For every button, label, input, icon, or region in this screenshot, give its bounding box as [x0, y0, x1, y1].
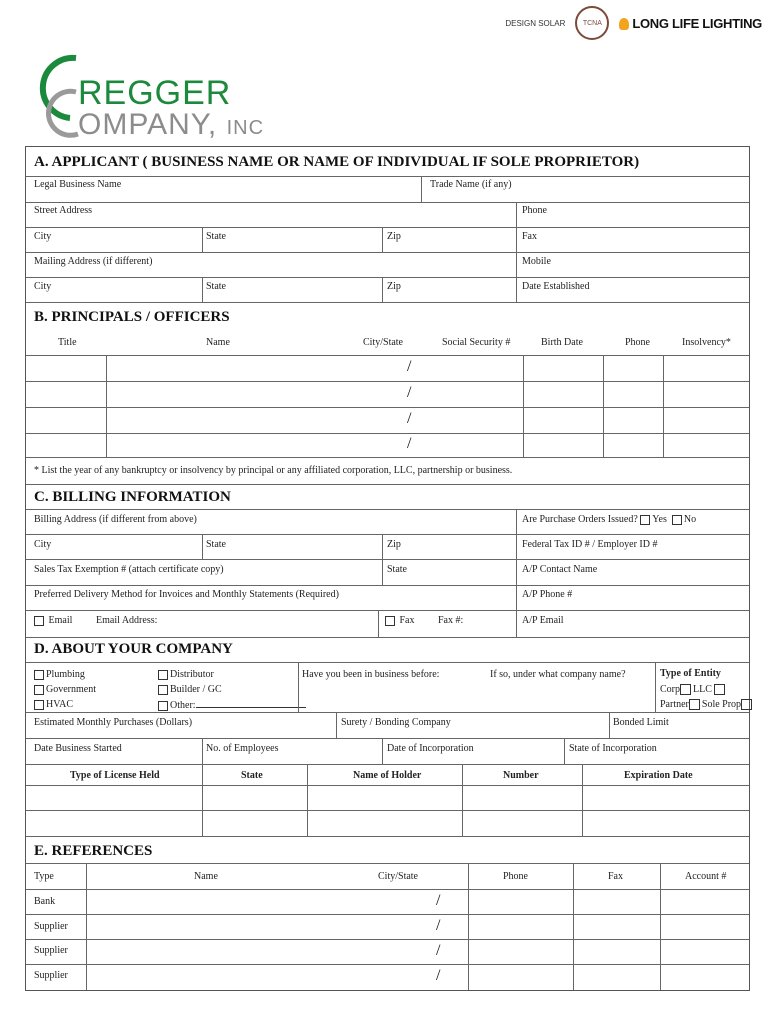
divider: [26, 712, 749, 713]
entity-partner-sole: [660, 699, 754, 710]
logo-inc: INC: [226, 117, 265, 139]
col-expiration-date: Expiration Date: [624, 770, 693, 781]
divider: [26, 302, 749, 303]
divider: [26, 964, 749, 965]
zip-label: Zip: [387, 231, 401, 242]
email-checkbox[interactable]: [34, 616, 44, 626]
section-a-title: A. APPLICANT ( BUSINESS NAME OR NAME OF INDIVIDUAL IF SOLE PROPRIETOR): [34, 154, 640, 170]
divider: [573, 863, 574, 990]
government-option: [34, 684, 96, 695]
divider: [382, 738, 383, 764]
sole-prop-label: Sole Prop: [701, 699, 742, 710]
col-insolvency: Insolvency*: [682, 337, 731, 348]
divider: [86, 863, 87, 990]
other-checkbox[interactable]: [158, 701, 168, 711]
state-of-incorporation-label: State of Incorporation: [569, 743, 657, 754]
date-slash: /: [407, 435, 412, 452]
divider: [26, 738, 749, 739]
partner-checkbox[interactable]: [689, 699, 700, 710]
divider: [26, 381, 749, 382]
purchase-orders-question: [522, 514, 696, 525]
employees-label: No. of Employees: [206, 743, 279, 754]
surety-bonding-label: Surety / Bonding Company: [341, 717, 451, 728]
divider: [462, 764, 463, 836]
divider: [564, 738, 565, 764]
divider: [336, 712, 337, 738]
col-social-security: Social Security #: [442, 337, 511, 348]
partner-logo-long-life-lighting: [619, 16, 762, 31]
date-slash: /: [407, 384, 412, 401]
logo-word-regger: REGGER: [78, 74, 232, 112]
divider: [307, 764, 308, 836]
divider: [26, 764, 749, 765]
divider: [516, 509, 517, 637]
divider: [468, 863, 469, 990]
email-address-label: Email Address:: [96, 615, 158, 626]
state-label: State: [206, 231, 226, 242]
col-account: Account #: [685, 871, 727, 882]
hvac-label: HVAC: [46, 699, 74, 710]
state-label: State: [206, 281, 226, 292]
legal-business-name-label: Legal Business Name: [34, 179, 122, 190]
logo-word-company: [78, 108, 264, 142]
hvac-option: [34, 699, 73, 710]
other-option: [158, 699, 306, 711]
col-license-state: State: [241, 770, 263, 781]
divider: [26, 277, 749, 278]
fax-option: [385, 615, 415, 626]
col-phone: Phone: [503, 871, 528, 882]
corp-checkbox[interactable]: [680, 684, 691, 695]
distributor-checkbox[interactable]: [158, 670, 168, 680]
partner-logo-tcna: TCNA: [575, 6, 609, 40]
divider: [26, 534, 749, 535]
divider: [26, 914, 749, 915]
builder-checkbox[interactable]: [158, 685, 168, 695]
sales-tax-exemption-label: Sales Tax Exemption # (attach certificate copy): [34, 564, 224, 575]
section-e-title: E. REFERENCES: [34, 843, 153, 859]
yes-checkbox[interactable]: [640, 515, 650, 525]
divider: [26, 610, 749, 611]
divider: [603, 355, 604, 457]
city-state-slash: /: [436, 892, 441, 909]
trade-name-label: Trade Name (if any): [430, 179, 512, 190]
divider: [26, 810, 749, 811]
col-birth-date: Birth Date: [541, 337, 583, 348]
distributor-label: Distributor: [170, 669, 214, 680]
divider: [26, 433, 749, 434]
fax-number-label: Fax #:: [438, 615, 464, 626]
col-license-number: Number: [503, 770, 539, 781]
divider: [421, 176, 422, 202]
llc-checkbox[interactable]: [714, 684, 725, 695]
est-monthly-purchases-label: Estimated Monthly Purchases (Dollars): [34, 717, 193, 728]
zip-label: Zip: [387, 539, 401, 550]
divider: [382, 277, 383, 302]
divider: [202, 227, 203, 252]
divider: [26, 889, 749, 890]
divider: [660, 863, 661, 990]
divider: [582, 764, 583, 836]
zip-label: Zip: [387, 281, 401, 292]
mailing-address-label: Mailing Address (if different): [34, 256, 153, 267]
divider: [26, 227, 749, 228]
bonded-limit-label: Bonded Limit: [613, 717, 669, 728]
prior-company-name-label: If so, under what company name?: [490, 669, 626, 680]
email-label: Email: [48, 615, 73, 626]
partner-logo-design-solar: DESIGN SOLAR: [505, 18, 566, 28]
billing-address-label: Billing Address (if different from above): [34, 514, 197, 525]
col-phone: Phone: [625, 337, 650, 348]
divider: [26, 662, 749, 663]
divider: [382, 227, 383, 252]
divider: [26, 785, 749, 786]
credit-application-form: [25, 146, 750, 991]
builder-label: Builder / GC: [170, 684, 222, 695]
street-address-label: Street Address: [34, 205, 93, 216]
hvac-checkbox[interactable]: [34, 700, 44, 710]
phone-label: Phone: [522, 205, 547, 216]
divider: [26, 355, 749, 356]
col-fax: Fax: [608, 871, 623, 882]
government-label: Government: [46, 684, 96, 695]
divider: [609, 712, 610, 738]
divider: [202, 277, 203, 302]
state-label: State: [387, 564, 407, 575]
date-established-label: Date Established: [522, 281, 590, 292]
no-checkbox[interactable]: [672, 515, 682, 525]
email-option: [34, 615, 72, 626]
col-name: Name: [206, 337, 230, 348]
divider: [202, 738, 203, 764]
other-label: Other:: [170, 700, 196, 711]
fax-checkbox[interactable]: [385, 616, 395, 626]
partner-label: Partner: [660, 699, 689, 710]
date-slash: /: [407, 358, 412, 375]
col-title: Title: [58, 337, 77, 348]
col-name: Name: [194, 871, 218, 882]
bulb-icon: [619, 18, 629, 30]
date-slash: /: [407, 410, 412, 427]
col-holder-name: Name of Holder: [353, 770, 422, 781]
col-city-state: City/State: [378, 871, 418, 882]
section-b-title: B. PRINCIPALS / OFFICERS: [34, 309, 230, 325]
divider: [26, 176, 749, 177]
city-label: City: [34, 539, 52, 550]
ref-row-type: Supplier: [34, 945, 68, 956]
divider: [26, 252, 749, 253]
other-input[interactable]: [196, 699, 306, 708]
city-label: City: [34, 231, 52, 242]
plumbing-label: Plumbing: [46, 669, 85, 680]
divider: [26, 637, 749, 638]
entity-corp-llc: [660, 684, 727, 695]
corp-label: Corp: [660, 684, 680, 695]
purchase-orders-label: Are Purchase Orders Issued?: [522, 514, 638, 525]
in-business-before-label: Have you been in business before:: [302, 669, 440, 680]
ref-row-type: Supplier: [34, 970, 68, 981]
col-license-type: Type of License Held: [70, 770, 160, 781]
divider: [202, 764, 203, 836]
divider: [26, 939, 749, 940]
divider: [106, 355, 107, 457]
plumbing-option: [34, 669, 85, 680]
government-checkbox[interactable]: [34, 685, 44, 695]
entity-type-title: Type of Entity: [660, 668, 721, 679]
section-c-title: C. BILLING INFORMATION: [34, 489, 231, 505]
divider: [26, 863, 749, 864]
divider: [26, 457, 749, 458]
divider: [378, 610, 379, 637]
distributor-option: [158, 669, 214, 680]
llc-label: LLC: [693, 684, 712, 695]
col-type: Type: [34, 871, 54, 882]
yes-label: Yes: [652, 514, 667, 525]
insolvency-note: * List the year of any bankruptcy or insolvency by principal or any affiliated corporation, LLC, partnership or business.: [34, 465, 513, 476]
divider: [523, 355, 524, 457]
company-logo: [30, 48, 270, 140]
divider: [26, 407, 749, 408]
date-of-incorporation-label: Date of Incorporation: [387, 743, 474, 754]
divider: [26, 836, 749, 837]
ap-email-label: A/P Email: [522, 615, 564, 626]
section-d-title: D. ABOUT YOUR COMPANY: [34, 641, 233, 657]
delivery-method-label: Preferred Delivery Method for Invoices and Monthly Statements (Required): [34, 589, 339, 600]
divider: [298, 662, 299, 712]
city-state-slash: /: [436, 942, 441, 959]
divider: [663, 355, 664, 457]
federal-tax-id-label: Federal Tax ID # / Employer ID #: [522, 539, 658, 550]
divider: [655, 662, 656, 712]
divider: [26, 484, 749, 485]
ref-row-type: Bank: [34, 896, 56, 907]
ap-phone-label: A/P Phone #: [522, 589, 573, 600]
ap-contact-label: A/P Contact Name: [522, 564, 598, 575]
mobile-label: Mobile: [522, 256, 551, 267]
divider: [202, 534, 203, 559]
divider: [26, 202, 749, 203]
plumbing-checkbox[interactable]: [34, 670, 44, 680]
no-label: No: [683, 514, 697, 525]
logo-company-text: OMPANY,: [78, 108, 218, 141]
sole-prop-checkbox[interactable]: [741, 699, 752, 710]
city-state-slash: /: [436, 917, 441, 934]
city-label: City: [34, 281, 52, 292]
builder-option: [158, 684, 222, 695]
ref-row-type: Supplier: [34, 921, 68, 932]
partner-logos: [505, 6, 762, 40]
divider: [26, 585, 749, 586]
divider: [26, 559, 749, 560]
date-business-started-label: Date Business Started: [34, 743, 122, 754]
partner-logo-text: LONG LIFE LIGHTING: [632, 15, 762, 31]
fax-label: Fax: [399, 615, 415, 626]
divider: [26, 509, 749, 510]
state-label: State: [206, 539, 226, 550]
fax-label: Fax: [522, 231, 537, 242]
col-city-state: City/State: [363, 337, 403, 348]
city-state-slash: /: [436, 967, 441, 984]
